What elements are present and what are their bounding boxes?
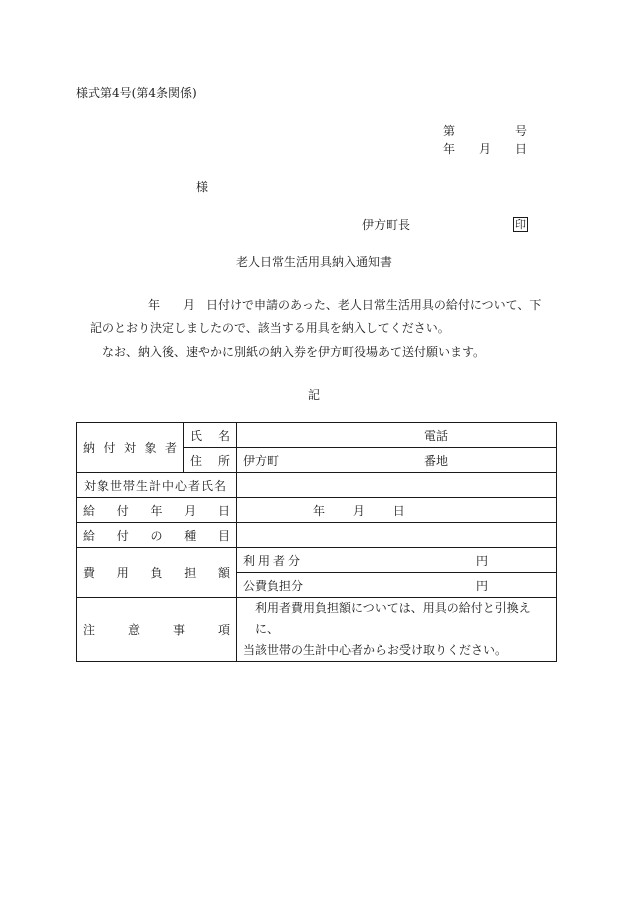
label-char: 者	[164, 441, 177, 455]
table-row	[77, 523, 557, 548]
table-row	[77, 598, 557, 662]
label-char: 給	[83, 503, 96, 518]
label-char: 日	[217, 503, 230, 518]
spread-label	[83, 502, 230, 519]
label-char: 費	[83, 566, 96, 580]
document-number	[443, 124, 527, 138]
household-head-label: 対象世帯生計中心者氏名	[77, 473, 237, 498]
issue-date	[443, 142, 527, 156]
name-label	[184, 423, 237, 448]
issuer-name: 伊方町長	[362, 218, 411, 232]
label-char: 名	[217, 428, 230, 443]
benefit-date-day: 日	[392, 503, 405, 518]
address-cell	[237, 448, 557, 473]
table-row	[77, 473, 557, 498]
label-char: 付	[103, 441, 116, 455]
label-char: 住	[190, 453, 203, 468]
spread-label	[190, 452, 230, 469]
issue-date-day: 日	[514, 142, 527, 156]
phone-label: 電話	[423, 428, 448, 443]
label-char: 付	[116, 528, 129, 543]
label-char: 所	[217, 453, 230, 468]
table-row	[77, 498, 557, 523]
table-row	[77, 548, 557, 573]
label-char: 事	[172, 623, 185, 637]
delivery-target-label	[77, 423, 184, 473]
public-share-yen: 円	[475, 578, 488, 593]
user-share-label: 利用者分	[243, 553, 304, 568]
label-char: 氏	[190, 428, 203, 443]
body-line2: 記のとおり決定しましたので、該当する用具を納入してください。	[90, 321, 450, 335]
spread-label	[190, 427, 230, 444]
benefit-type-cell	[237, 523, 557, 548]
label-char: 給	[83, 528, 96, 543]
issue-date-year: 年	[443, 142, 456, 156]
spread-label	[83, 527, 230, 544]
doc-number-prefix: 第	[443, 124, 456, 138]
document-title: 老人日常生活用具納入通知書	[236, 255, 393, 269]
user-share-yen: 円	[475, 553, 488, 568]
label-char: の	[150, 528, 163, 543]
name-cell	[237, 423, 557, 448]
spread-label	[83, 439, 177, 456]
label-char: 負	[150, 566, 163, 580]
label-char: 額	[217, 566, 230, 580]
label-char: 付	[116, 503, 129, 518]
label-char: 納	[83, 441, 96, 455]
body-line1: 日付けで申請のあった、老人日常生活用具の給付について、下	[206, 298, 542, 312]
seal-stamp: 印	[515, 218, 526, 231]
notes-label	[77, 598, 237, 662]
label-char: 担	[184, 566, 197, 580]
banchi-label: 番地	[423, 453, 448, 468]
public-share-cell	[237, 573, 557, 598]
details-table	[76, 422, 557, 662]
doc-number-suffix: 号	[514, 124, 527, 138]
spread-label	[83, 564, 230, 581]
label-char: 意	[127, 623, 140, 637]
label-char: 象	[144, 441, 157, 455]
user-share-cell	[237, 548, 557, 573]
notes-line2: 当該世帯の生計中心者からお受け取りください。	[243, 643, 508, 657]
issue-date-month: 月	[478, 142, 491, 156]
body-line3: なお、納入後、速やかに別紙の納入券を伊方町役場あて送付願います。	[102, 345, 486, 359]
label-char: 用	[116, 566, 129, 580]
table-row	[77, 423, 557, 448]
cost-label	[77, 548, 237, 598]
household-head-cell	[237, 473, 557, 498]
form-number: 様式第4号(第4条関係)	[76, 86, 197, 100]
label-char: 月	[184, 503, 197, 518]
spread-label	[83, 621, 230, 638]
address-label	[184, 448, 237, 473]
benefit-date-year: 年	[313, 503, 326, 518]
public-share-label: 公費負担分	[243, 578, 304, 593]
label-char: 注	[83, 623, 96, 637]
town-name: 伊方町	[243, 453, 280, 468]
addressee-suffix: 様	[196, 180, 209, 194]
body-month: 月	[183, 298, 196, 312]
notes-line1: 利用者費用負担額については、用具の給付と引換えに、	[255, 601, 531, 636]
benefit-date-cell	[237, 498, 557, 523]
benefit-date-label	[77, 498, 237, 523]
label-char: 種	[184, 528, 197, 543]
label-char: 目	[217, 528, 230, 543]
ki-label: 記	[308, 388, 321, 402]
label-char: 項	[217, 623, 230, 637]
seal-mark	[513, 217, 528, 232]
benefit-date-month: 月	[352, 503, 365, 518]
label-char: 年	[150, 503, 163, 518]
body-year: 年	[148, 298, 161, 312]
label-char: 対	[123, 441, 136, 455]
benefit-type-label	[77, 523, 237, 548]
notes-cell	[237, 598, 557, 662]
